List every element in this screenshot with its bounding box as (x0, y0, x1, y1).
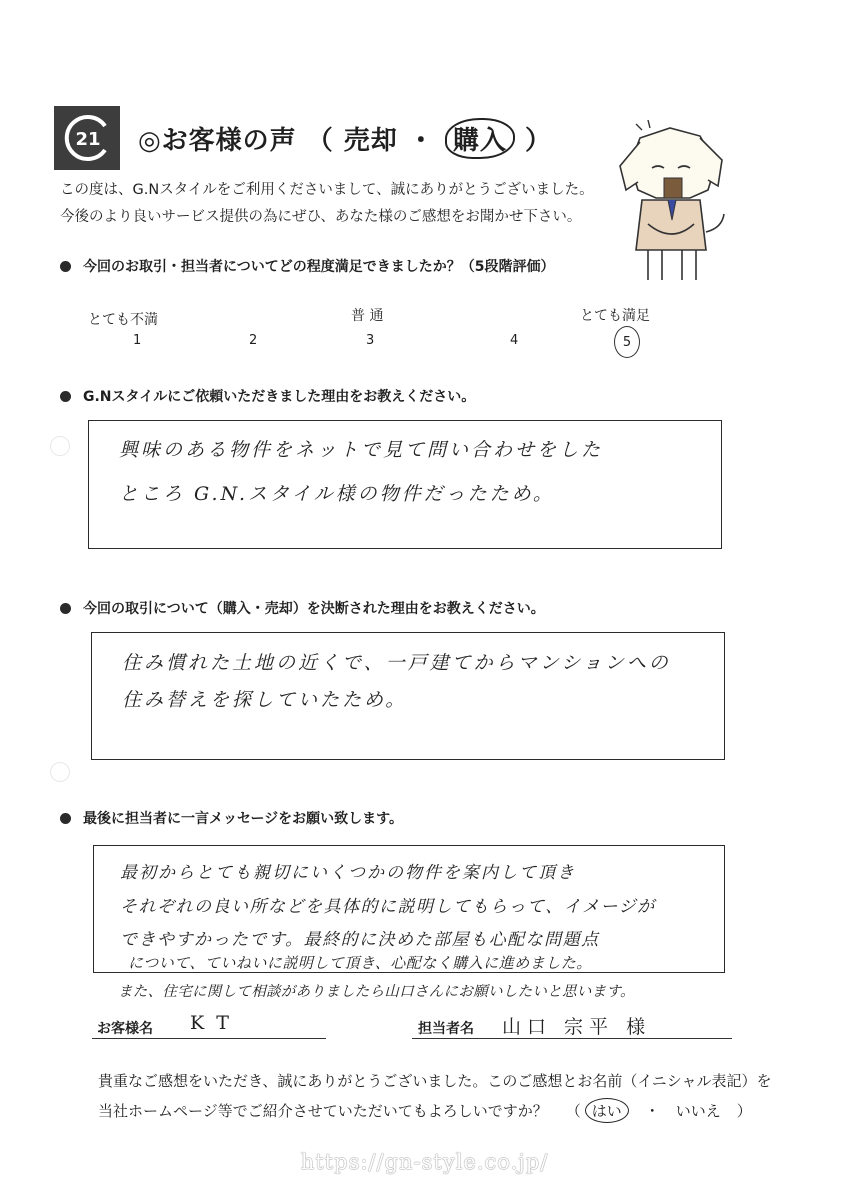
question-text: 今回の取引について（購入・売却）を決断された理由をお教えください。 (83, 601, 545, 617)
century21-logo (54, 106, 120, 170)
title-prefix: ◎お客様の声 （ 売却 ・ (138, 126, 445, 156)
answer-line-2: 住み替えを探していたため。 (122, 689, 408, 711)
question-text: G.Nスタイルにご依頼いただきました理由をお教えください。 (83, 389, 476, 405)
bullet-icon (60, 813, 71, 824)
question-reason-request (60, 386, 475, 406)
consent-no[interactable]: いいえ (675, 1102, 721, 1120)
question-satisfaction (60, 256, 554, 276)
scale-option-3[interactable]: 3 (366, 333, 375, 348)
intro-line-2: 今後のより良いサービス提供の為にぜひ、あなた様のご感想をお聞かせ下さい。 (60, 209, 582, 225)
staff-name-label: 担当者名 (418, 1021, 474, 1037)
customer-name-value[interactable]: K T (190, 1012, 232, 1034)
dog-mascot-illustration (612, 120, 730, 288)
site-url-watermark: https://gn-style.co.jp/ (300, 1150, 549, 1174)
question-message (60, 808, 403, 828)
scale-label-mid: 普 通 (351, 308, 384, 324)
bullet-icon (60, 391, 71, 402)
intro-line-1: この度は、G.Nスタイルをご利用くださいまして、誠にありがとうございました。 (60, 182, 594, 198)
message-line-4: について、ていねいに説明して頂き、心配なく購入に進めました。 (128, 954, 592, 972)
logo-ring-icon (59, 110, 115, 166)
consent-line-2 (98, 1098, 752, 1123)
separator-dot: ・ (644, 1102, 660, 1120)
bullet-icon (60, 261, 71, 272)
message-line-5: また、住宅に関して相談がありましたら山口さんにお願いしたいと思います。 (118, 984, 635, 1000)
title-suffix: ） (514, 126, 552, 156)
title-selected-purchase: 購入 (445, 118, 515, 159)
customer-name-label: お客様名 (97, 1021, 153, 1037)
message-line-3: できやすかったです。最終的に決めた部屋も心配な問題点 (120, 930, 600, 950)
scale-option-5-selected[interactable] (614, 326, 640, 358)
answer-box-reason-decision[interactable] (91, 632, 725, 760)
customer-name-line (92, 1038, 326, 1039)
message-line-1: 最初からとても親切にいくつかの物件を案内して頂き (120, 863, 576, 883)
close-paren: ） (736, 1102, 752, 1120)
punch-hole (50, 762, 70, 782)
staff-name-value[interactable]: 山口 宗平 様 (502, 1016, 652, 1038)
bullet-icon (60, 603, 71, 614)
question-text: 最後に担当者に一言メッセージをお願い致します。 (83, 811, 404, 827)
punch-hole (50, 436, 70, 456)
scale-option-4[interactable]: 4 (510, 333, 519, 348)
consent-yes-selected[interactable]: はい (585, 1098, 629, 1123)
scale-option-1[interactable]: 1 (133, 333, 142, 348)
scale-option-5-label: 5 (622, 334, 632, 350)
question-text: 今回のお取引・担当者についてどの程度満足できましたか？（5段階評価） (83, 259, 555, 275)
open-paren: （ (565, 1102, 581, 1120)
scale-option-2[interactable]: 2 (249, 333, 258, 348)
page-title (138, 118, 552, 159)
answer-line-1: 興味のある物件をネットで見て問い合わせをした (119, 439, 604, 461)
question-reason-decision (60, 598, 545, 618)
consent-line-1: 貴重なご感想をいただき、誠にありがとうございました。このご感想とお名前（イニシャル表記）を (98, 1072, 772, 1090)
consent-question: 当社ホームページ等でご紹介させていただいてもよろしいですか？ (98, 1102, 548, 1120)
logo-text: 21 (75, 129, 101, 150)
answer-line-2: ところ G.N.スタイル様の物件だったため。 (119, 483, 555, 505)
scale-label-high: とても満足 (580, 308, 650, 324)
scale-label-low: とても不満 (88, 312, 158, 328)
answer-box-reason-request[interactable] (88, 420, 722, 549)
answer-line-1: 住み慣れた土地の近くで、一戸建てからマンションへの (122, 652, 671, 674)
message-line-2: それぞれの良い所などを具体的に説明してもらって、イメージが (120, 897, 656, 917)
